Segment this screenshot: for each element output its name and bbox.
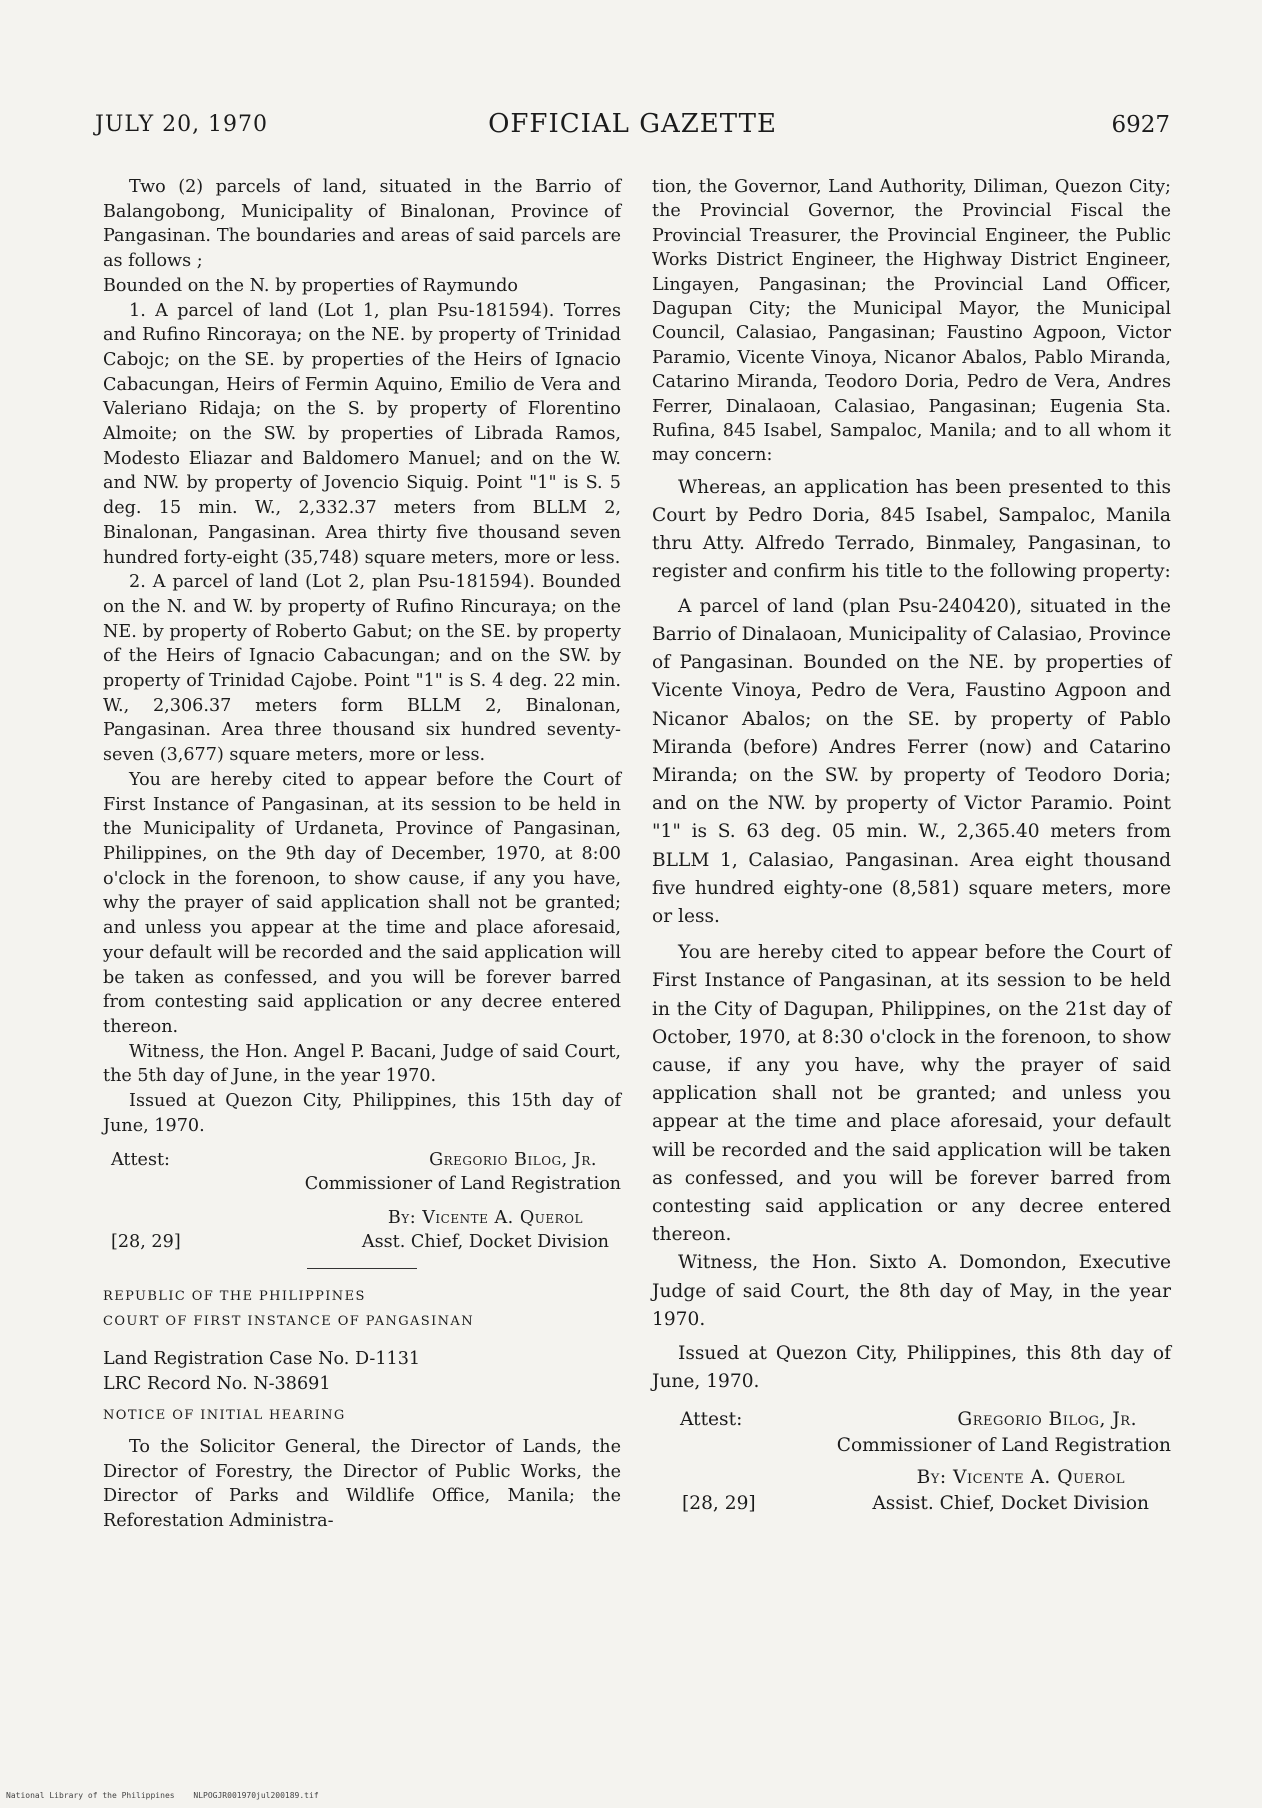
lot-1-description: 1. A parcel of land (Lot 1, plan Psu-181594). Torres and Rufino Rincoraya; on the NE. by property of Trinidad Cabojc; on the SE. by properties of the Heirs of Ignacio Cabacungan, Heirs of Fermin Aquino, Emilio de Vera and Valeriano Ridaja; on the S. by property of Florentino Almoite; on the SW. by properties of Librada Ramos, Modesto Eliazar and Baldomero Manuel; and on the W. and NW. by property of Jovencio Siquig. Point "1" is S. 5 deg. 15 min. W., 2,332.37 meters from BLLM 2, Binalonan, Pangasinan. Area thirty five thousand seven hundred forty-eight (35,748) square meters, more or less. — [103, 300, 621, 568]
by-row-right — [652, 1464, 1171, 1490]
publication-title: OFFICIAL GAZETTE — [488, 109, 777, 139]
signatory-title-row — [103, 1172, 621, 1196]
parcels-intro: Two (2) parcels of land, situated in the Barrio of Balangobong, Municipality of Binalonan, Province of Pangasinan. The boundaries and areas of said parcels are as follows ; — [103, 177, 621, 272]
docket-title-right: Assist. Chief, Docket Division — [872, 1493, 1149, 1515]
by-row — [103, 1206, 621, 1230]
republic-heading: REPUBLIC OF THE PHILIPPINES — [103, 1289, 366, 1305]
witness-paragraph-right: Witness, the Hon. Sixto A. Domondon, Executive Judge of said Court, the 8th day of May, in the year 1970. — [652, 1252, 1171, 1330]
lot-2-description: 2. A parcel of land (Lot 2, plan Psu-181594). Bounded on the N. and W. by property of Rufino Rincuraya; on the NE. by property of Roberto Gabut; on the SE. by property of the Heirs of Ignacio Cabacungan; and on the SW. by property of Trinidad Cajobe. Point "1" is S. 4 deg. 22 min. W., 2,306.37 meters form BLLM 2, Binalonan, Pangasinan. Area three thousand six hundred seventy-seven (3,677) square meters, more or less. — [103, 572, 621, 766]
docket-title: Asst. Chief, Docket Division — [361, 1232, 609, 1253]
court-heading: COURT OF FIRST INSTANCE OF PANGASINAN — [103, 1314, 474, 1330]
signatory-title-row-right — [652, 1432, 1171, 1464]
reference-number: [28, 29] — [111, 1232, 181, 1253]
citation-paragraph: You are hereby cited to appear before the Court of First Instance of Pangasinan, at its session to be held in the Municipality of Urdaneta, Province of Pangasinan, Philippines, on the 9th day of December, 1970, at 8:00 o'clock in the forenoon, to show cause, if any you have, why the prayer of said application shall not be granted; and unless you appear at the time and place aforesaid, your default will be recorded and the said application will be taken as confessed, and you will be forever barred from contesting said application or any decree entered thereon. — [103, 769, 621, 1037]
section-divider — [307, 1268, 417, 1269]
attest-label-right: Attest: — [680, 1409, 743, 1431]
signatory-title: Commissioner of Land Registration — [304, 1174, 621, 1195]
scan-footer — [6, 1791, 333, 1800]
addressees-paragraph: To the Solicitor General, the Director of Lands, the Director of Forestry, the Director of Public Works, the Director of Parks and Wildlife Office, Manila; the Reforestation Administra- — [103, 1436, 621, 1532]
issued-paragraph-right: Issued at Quezon City, Philippines, this 8th day of June, 1970. — [652, 1342, 1171, 1393]
witness-paragraph: Witness, the Hon. Angel P. Bacani, Judge of said Court, the 5th day of June, in the year 1970. — [103, 1041, 621, 1087]
attest-row-right — [652, 1406, 1171, 1432]
page-number: 6927 — [1111, 112, 1170, 138]
scan-filename: NLPOGJR001970jul200189.tif — [193, 1791, 319, 1800]
signatory-name: Gregorio Bilog, Jr. — [429, 1150, 597, 1171]
citation-paragraph-right: You are hereby cited to appear before the Court of First Instance of Pangasinan, at its session to be held in the City of Dagupan, Philippines, on the 21st day of October, 1970, at 8:30 o'clock in the forenoon, to show cause, if any you have, why the prayer of said application shall not be granted; and unless you appear at the time and place aforesaid, your default will be recorded and the said application will be taken as confessed, and you will be forever barred from contesting said application or any decree entered thereon. — [652, 942, 1171, 1246]
attest-row — [103, 1148, 621, 1172]
notice-heading: NOTICE OF INITIAL HEARING — [103, 1408, 346, 1424]
parcel-description: A parcel of land (plan Psu-240420), situated in the Barrio of Dinalaoan, Municipality of Calasiao, Province of Pangasinan. Bounded on the NE. by properties of Vicente Vinoya, Pedro de Vera, Faustino Agpoon and Nicanor Abalos; on the SE. by property of Pablo Miranda (before) Andres Ferrer (now) and Catarino Miranda; on the SW. by property of Teodoro Doria; and on the NW. by property of Victor Paramio. Point "1" is S. 63 deg. 05 min. W., 2,365.40 meters from BLLM 1, Calasiao, Pangasinan. Area eight thousand five hundred eighty-one (8,581) square meters, more or less. — [652, 595, 1172, 927]
library-credit: National Library of the Philippines — [6, 1791, 175, 1800]
attest-label: Attest: — [111, 1150, 170, 1171]
addressees-continued: tion, the Governor, Land Authority, Diliman, Quezon City; the Provincial Governor, the Provincial Fiscal the Provincial Treasurer, the Provincial Engineer, the Public Works District Engineer, the Highway District Engineer, Lingayen, Pangasinan; the Provincial Land Officer, Dagupan City; the Municipal Mayor, the Municipal Council, Calasiao, Pangasinan; Faustino Agpoon, Victor Paramio, Vicente Vinoya, Nicanor Abalos, Pablo Miranda, Catarino Miranda, Teodoro Doria, Pedro de Vera, Andres Ferrer, Dinalaoan, Calasiao, Pangasinan; Eugenia Sta. Rufina, 845 Isabel, Sampaloc, Manila; and to all whom it may concern: — [652, 177, 1171, 466]
signatory-name-right: Gregorio Bilog, Jr. — [957, 1409, 1137, 1431]
lrc-record: LRC Record No. N-38691 — [103, 1373, 331, 1394]
bounded-line: Bounded on the N. by properties of Raymundo — [103, 275, 518, 296]
reference-number-right: [28, 29] — [682, 1493, 756, 1515]
docket-row-right — [652, 1490, 1171, 1514]
by-line-right: By: Vicente A. Querol — [916, 1467, 1125, 1489]
application-paragraph: Whereas, an application has been presented to this Court by Pedro Doria, 845 Isabel, Sampaloc, Manila thru Atty. Alfredo Terrado, Binmaley, Pangasinan, to register and confirm his title to the following property: — [652, 476, 1171, 583]
left-column — [103, 175, 621, 1534]
by-line: By: Vicente A. Querol — [387, 1208, 583, 1229]
docket-row — [103, 1230, 621, 1254]
page-header — [95, 109, 1170, 150]
issue-date: JULY 20, 1970 — [95, 112, 269, 137]
issued-paragraph: Issued at Quezon City, Philippines, this 15th day of June, 1970. — [103, 1091, 621, 1136]
case-number: Land Registration Case No. D-1131 — [103, 1348, 421, 1369]
signatory-title-right: Commissioner of Land Registration — [836, 1435, 1171, 1457]
right-column — [652, 175, 1171, 1514]
